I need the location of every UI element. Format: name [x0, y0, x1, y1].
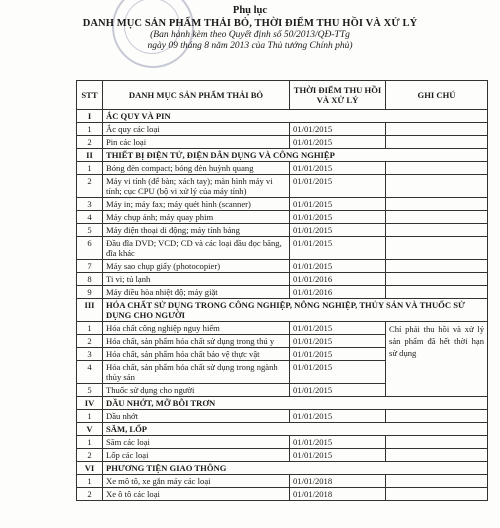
product-name: Hóa chất công nghiệp nguy hiểm: [103, 322, 290, 335]
product-name: Máy điều hòa nhiệt độ; máy giặt: [103, 286, 290, 299]
header-time: THỜI ĐIỂM THU HỒI VÀ XỬ LÝ: [290, 81, 386, 110]
product-name: Xe mô tô, xe gắn máy các loại: [103, 475, 290, 488]
section-title: ẮC QUY VÀ PIN: [103, 110, 488, 123]
section-row: [77, 397, 488, 410]
recall-date: 01/01/2015: [290, 136, 386, 149]
product-name: Máy vi tính (để bàn; xách tay); màn hình máy vi tính; cục CPU (bộ vi xử lý của máy tính): [103, 175, 290, 198]
item-number: 1: [77, 123, 103, 136]
recall-date: 01/01/2015: [290, 162, 386, 175]
item-number: 4: [77, 361, 103, 384]
item-number: 2: [77, 488, 103, 501]
note-cell-empty: [386, 198, 488, 211]
recall-date: 01/01/2018: [290, 488, 386, 501]
table-row: [77, 475, 488, 488]
item-number: 9: [77, 286, 103, 299]
item-number: 2: [77, 136, 103, 149]
table-row: [77, 449, 488, 462]
table-row: [77, 224, 488, 237]
note-cell-empty: [386, 211, 488, 224]
table-row: [77, 286, 488, 299]
section-row: [77, 299, 488, 322]
recall-date: 01/01/2015: [290, 384, 386, 397]
table-row: [77, 488, 488, 501]
table-header-row: [77, 81, 488, 110]
recall-date: 01/01/2015: [290, 436, 386, 449]
item-number: 4: [77, 211, 103, 224]
item-number: 1: [77, 436, 103, 449]
table-row: [77, 136, 488, 149]
product-name: Hóa chất, sản phẩm hóa chất sử dụng trong thú y: [103, 335, 290, 348]
note-cell-empty: [386, 237, 488, 260]
item-number: 2: [77, 175, 103, 198]
table-row: [77, 162, 488, 175]
item-number: 3: [77, 348, 103, 361]
recall-date: 01/01/2015: [290, 348, 386, 361]
recall-date: 01/01/2018: [290, 475, 386, 488]
table-row: [77, 211, 488, 224]
note-cell-empty: [386, 175, 488, 198]
table-body: [77, 110, 488, 501]
section-number: V: [77, 423, 103, 436]
table-row: [77, 260, 488, 273]
document-subtitle-2: ngày 09 tháng 8 năm 2013 của Thủ tướng Chính phủ): [147, 41, 353, 51]
product-table: [76, 80, 488, 501]
table-row: [77, 322, 488, 335]
note-cell-empty: [386, 436, 488, 449]
note-cell-empty: [386, 224, 488, 237]
recall-date: 01/01/2015: [290, 198, 386, 211]
table-row: [77, 436, 488, 449]
recall-date: 01/01/2015: [290, 175, 386, 198]
note-cell-empty: [386, 286, 488, 299]
note-cell-empty: [386, 136, 488, 149]
product-name: Máy sao chụp giấy (photocopier): [103, 260, 290, 273]
item-number: 1: [77, 322, 103, 335]
document-title: DANH MỤC SẢN PHẨM THẢI BỎ, THỜI ĐIỂM THU HỒI VÀ XỬ LÝ: [82, 18, 418, 29]
table-row: [77, 410, 488, 423]
product-name: Hóa chất, sản phẩm hóa chất bảo vệ thực vật: [103, 348, 290, 361]
product-name: Lốp các loại: [103, 449, 290, 462]
item-number: 1: [77, 410, 103, 423]
table-row: [77, 237, 488, 260]
item-number: 7: [77, 260, 103, 273]
note-cell-empty: [386, 488, 488, 501]
product-name: Săm các loại: [103, 436, 290, 449]
section-number: VI: [77, 462, 103, 475]
recall-date: 01/01/2015: [290, 322, 386, 335]
product-name: Đầu đĩa DVD; VCD; CD và các loại đầu đọc băng, đĩa khác: [103, 237, 290, 260]
recall-date: 01/01/2016: [290, 286, 386, 299]
recall-date: 01/01/2015: [290, 211, 386, 224]
section-row: [77, 423, 488, 436]
product-name: Thuốc sử dụng cho người: [103, 384, 290, 397]
note-cell-empty: [386, 260, 488, 273]
note-cell-empty: [386, 162, 488, 175]
section-number: IV: [77, 397, 103, 410]
recall-date: 01/01/2015: [290, 410, 386, 423]
header-product: DANH MỤC SẢN PHẨM THẢI BỎ: [103, 81, 290, 110]
note-cell-empty: [386, 410, 488, 423]
document-subtitle-1: (Ban hành kèm theo Quyết định số 50/2013/QĐ-TTg: [150, 30, 350, 40]
section-row: [77, 149, 488, 162]
section-title: SĂM, LỐP: [103, 423, 488, 436]
header-stt: STT: [77, 81, 103, 110]
item-number: 8: [77, 273, 103, 286]
section-title: DẦU NHỚT, MỠ BÔI TRƠN: [103, 397, 488, 410]
item-number: 2: [77, 335, 103, 348]
section-title: PHƯƠNG TIỆN GIAO THÔNG: [103, 462, 488, 475]
item-number: 1: [77, 162, 103, 175]
product-name: Máy in; máy fax; máy quét hình (scanner): [103, 198, 290, 211]
table-row: [77, 273, 488, 286]
section-row: [77, 462, 488, 475]
product-name: Bóng đèn compact; bóng đèn huỳnh quang: [103, 162, 290, 175]
table-row: [77, 198, 488, 211]
note-cell: Chỉ phải thu hồi và xử lý sản phẩm đã hết thời hạn sử dụng: [386, 322, 488, 397]
recall-date: 01/01/2015: [290, 260, 386, 273]
product-name: Máy điện thoại di động; máy tính bảng: [103, 224, 290, 237]
recall-date: 01/01/2015: [290, 449, 386, 462]
note-cell-empty: [386, 123, 488, 136]
item-number: 2: [77, 449, 103, 462]
product-name: Ti vi; tủ lạnh: [103, 273, 290, 286]
recall-date: 01/01/2016: [290, 273, 386, 286]
item-number: 6: [77, 237, 103, 260]
product-name: Máy chụp ảnh; máy quay phim: [103, 211, 290, 224]
appendix-label: Phụ lục: [232, 5, 268, 16]
item-number: 1: [77, 475, 103, 488]
item-number: 3: [77, 198, 103, 211]
item-number: 5: [77, 384, 103, 397]
recall-date: 01/01/2015: [290, 361, 386, 384]
product-name: Xe ô tô các loại: [103, 488, 290, 501]
table-row: [77, 123, 488, 136]
note-cell-empty: [386, 475, 488, 488]
item-number: 5: [77, 224, 103, 237]
product-name: Pin các loại: [103, 136, 290, 149]
section-row: [77, 110, 488, 123]
recall-date: 01/01/2015: [290, 335, 386, 348]
note-cell-empty: [386, 449, 488, 462]
section-title: THIẾT BỊ ĐIỆN TỬ, ĐIỆN DÂN DỤNG VÀ CÔNG NGHIỆP: [103, 149, 488, 162]
recall-date: 01/01/2015: [290, 237, 386, 260]
product-name: Dầu nhớt: [103, 410, 290, 423]
header-note: GHI CHÚ: [386, 81, 488, 110]
product-name: Ắc quy các loại: [103, 123, 290, 136]
section-title: HÓA CHẤT SỬ DỤNG TRONG CÔNG NGHIỆP, NÔNG NGHIỆP, THỦY SẢN VÀ THUỐC SỬ DỤNG CHO NGƯỜI: [103, 299, 488, 322]
section-number: III: [77, 299, 103, 322]
section-number: I: [77, 110, 103, 123]
section-number: II: [77, 149, 103, 162]
document-header: [0, 4, 500, 52]
table-row: [77, 175, 488, 198]
recall-date: 01/01/2015: [290, 224, 386, 237]
recall-date: 01/01/2015: [290, 123, 386, 136]
product-name: Hóa chất, sản phẩm hóa chất sử dụng trong ngành thủy sản: [103, 361, 290, 384]
note-cell-empty: [386, 273, 488, 286]
